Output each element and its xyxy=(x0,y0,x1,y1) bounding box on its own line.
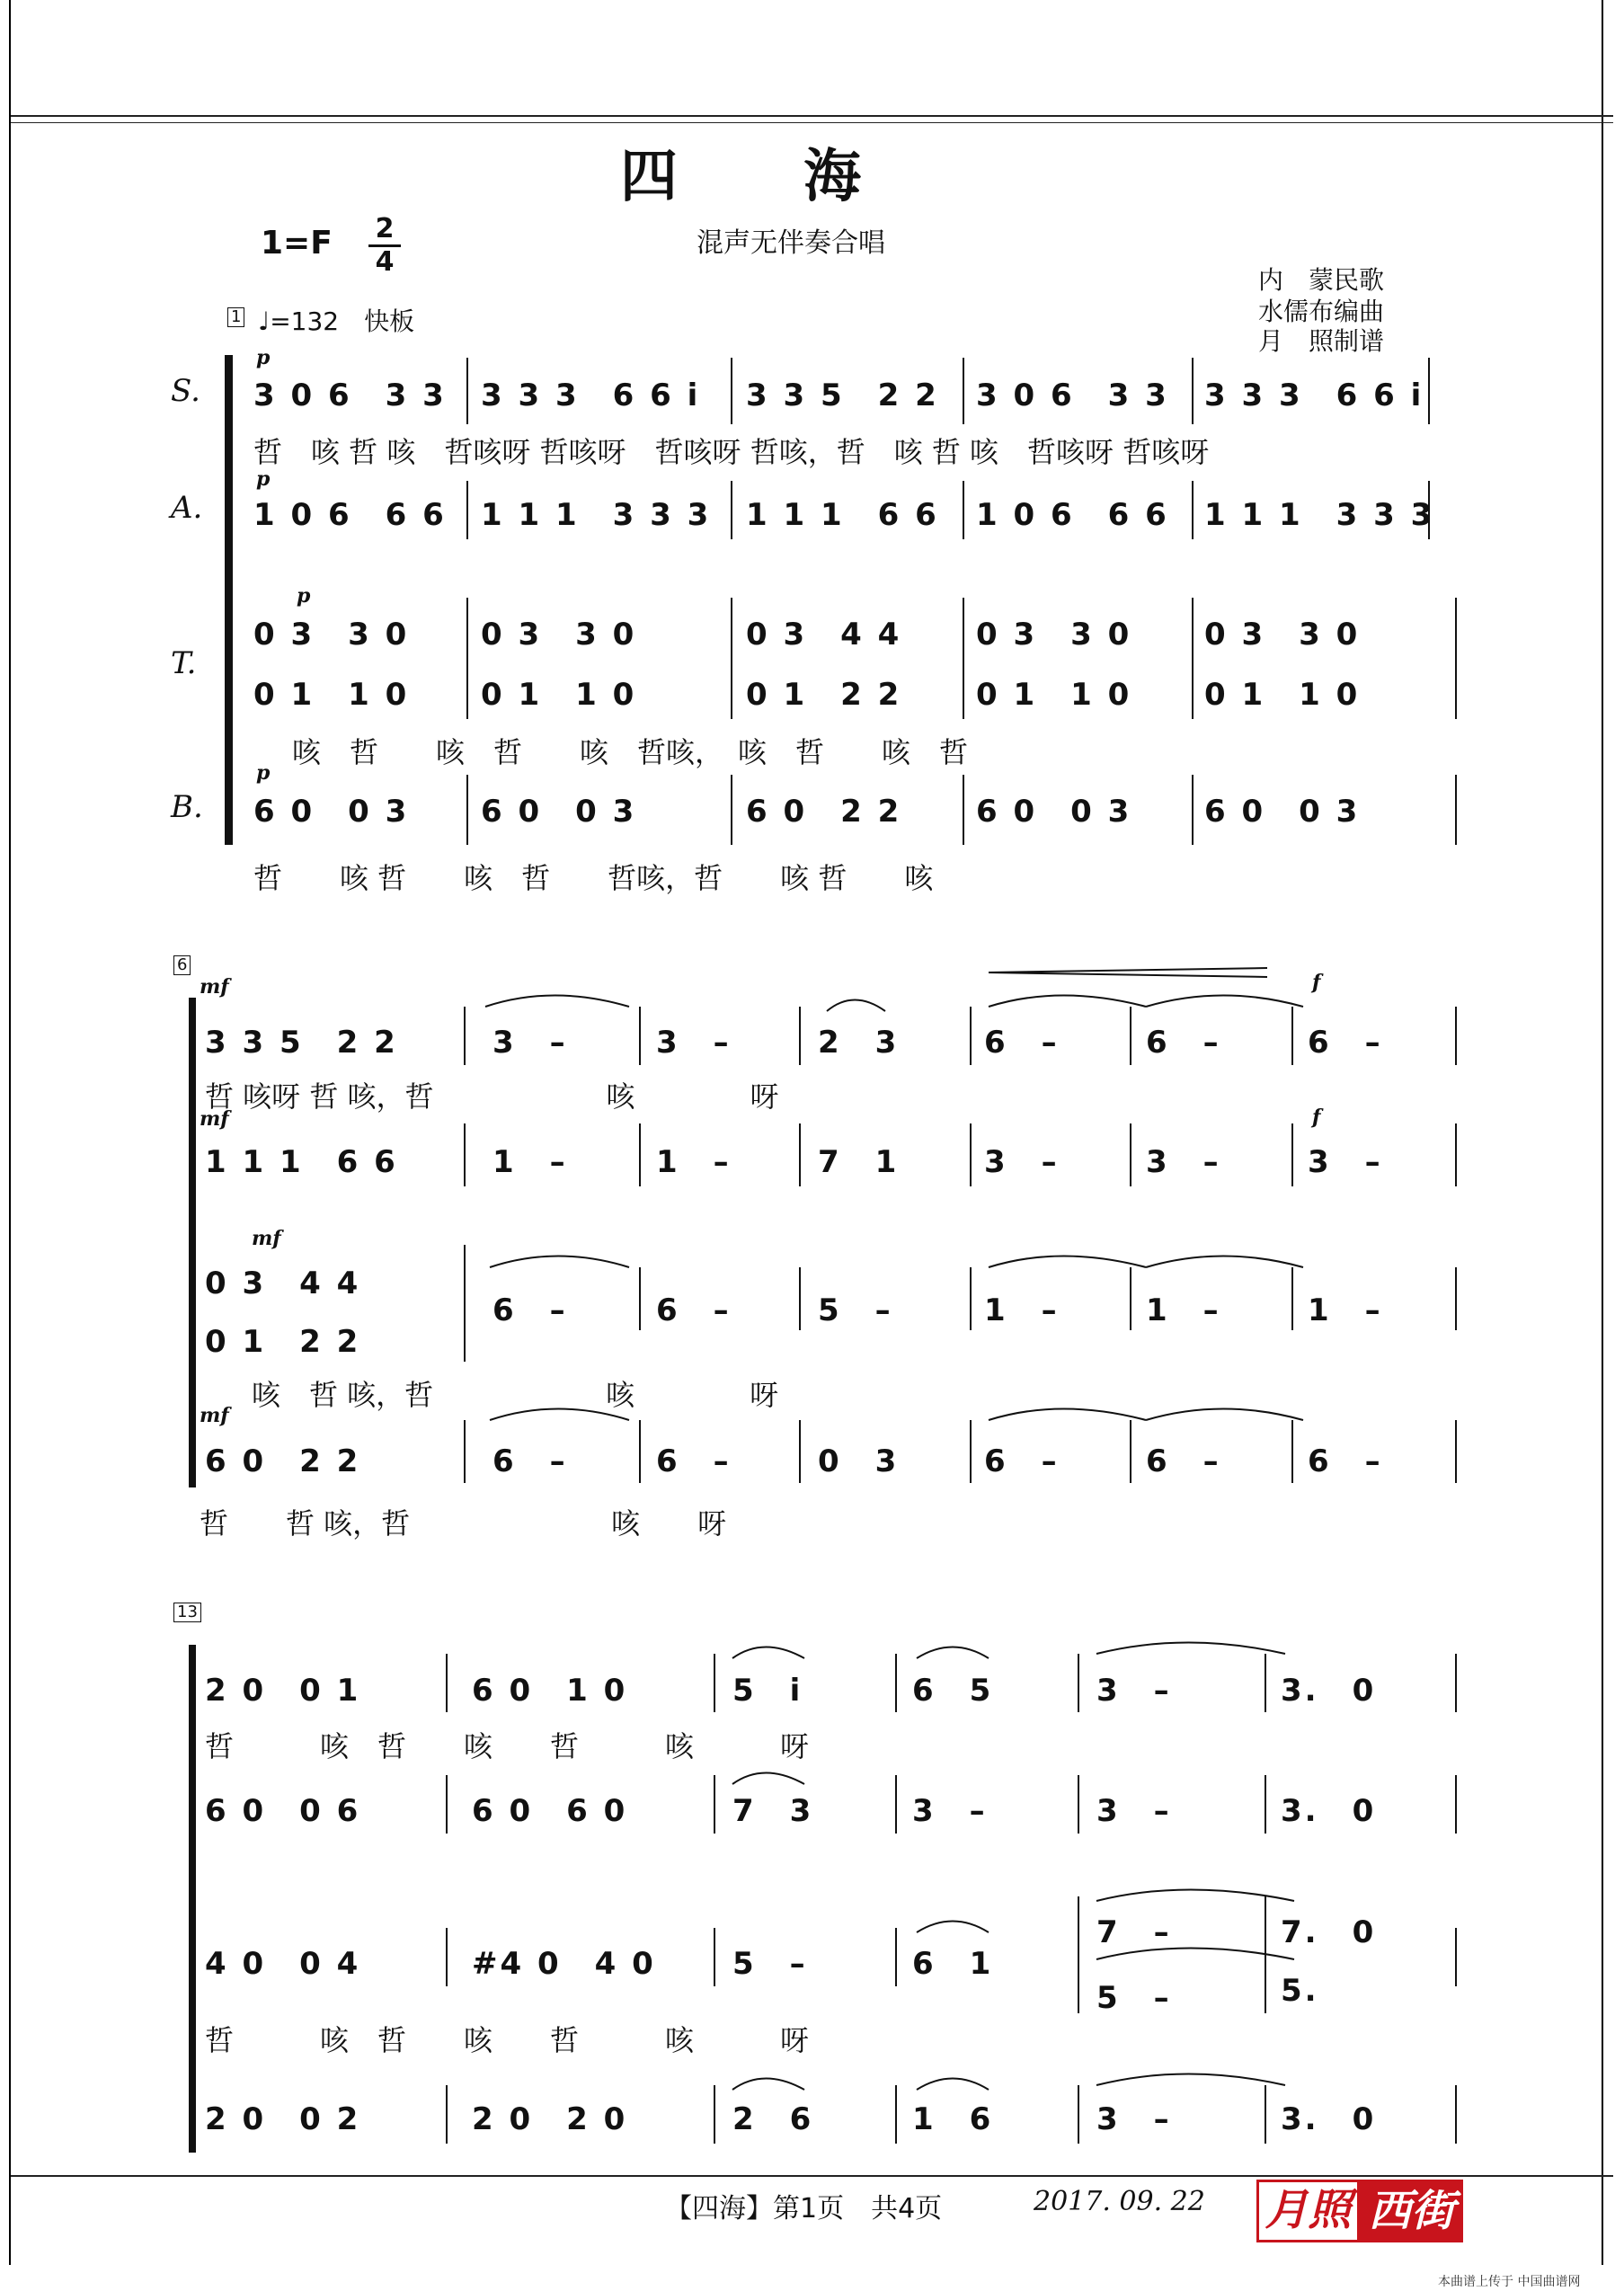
s1-bass-m5: 6 0 0 3 xyxy=(1204,794,1361,830)
s3-bass-m18: 3. 0 xyxy=(1281,2101,1377,2137)
logo-right-text: 西街 xyxy=(1360,2180,1463,2242)
part-label-bass: B. xyxy=(171,789,203,825)
key-signature: 1=F xyxy=(261,225,333,262)
logo-left-text: 月照 xyxy=(1256,2180,1360,2242)
s3-soprano-lyrics: 哲 咳 哲 咳 哲 咳 呀 xyxy=(205,1729,810,1763)
dynamic-mf-soprano: mf xyxy=(200,975,229,999)
dynamic-f-alto: f xyxy=(1312,1106,1321,1129)
s3-alto-m15: 7 3 xyxy=(732,1793,814,1829)
dynamic-p-alto: p xyxy=(256,467,271,491)
s3-bass-m17: 3 – xyxy=(1096,2101,1172,2137)
s1-tenor-upper-m3: 0 3 4 4 xyxy=(746,617,902,653)
s2-soprano-m9: 2 3 xyxy=(818,1025,900,1061)
s3-alto-m16: 3 – xyxy=(912,1793,988,1829)
part-label-tenor: T. xyxy=(171,645,197,681)
s2-bass-m9: 0 3 xyxy=(818,1443,900,1479)
s3-tenor-m15: 5 – xyxy=(732,1946,808,1982)
s1-tenor-lower-m2: 0 1 1 0 xyxy=(481,677,637,713)
dynamic-mf-tenor: mf xyxy=(252,1227,281,1250)
publisher-logo xyxy=(1256,2180,1463,2242)
dynamic-p-bass: p xyxy=(256,761,271,785)
s1-tenor-lower-m1: 0 1 1 0 xyxy=(253,677,410,713)
s1-soprano-m3: 3 3 5 2 2 xyxy=(746,377,939,413)
s3-bass-m13: 2 0 0 2 xyxy=(205,2101,361,2137)
s2-alto-m11: 3 – xyxy=(1146,1144,1221,1180)
time-signature-denominator: 4 xyxy=(375,246,395,278)
s3-alto-m13: 6 0 0 6 xyxy=(205,1793,361,1829)
s2-alto-m8: 1 – xyxy=(656,1144,732,1180)
s1-soprano-m4: 3 0 6 3 3 xyxy=(976,377,1169,413)
s1-soprano-m5: 3 3 3 6 6 i xyxy=(1204,377,1424,413)
s2-soprano-m7: 3 – xyxy=(493,1025,568,1061)
part-label-alto: A. xyxy=(171,490,203,526)
s3-tenor-m18-upper: 7. 0 xyxy=(1281,1914,1377,1950)
dynamic-f-soprano: f xyxy=(1312,971,1321,994)
s2-alto-m7: 1 – xyxy=(493,1144,568,1180)
s2-tenor-upper-m6: 0 3 4 4 xyxy=(205,1265,361,1301)
upload-note: 本曲谱上传于 中国曲谱网 xyxy=(1438,2275,1581,2289)
s2-tenor-m10: 1 – xyxy=(984,1292,1060,1328)
dynamic-mf-bass: mf xyxy=(200,1404,229,1427)
s2-soprano-m12: 6 – xyxy=(1308,1025,1383,1061)
dynamic-mf-alto: mf xyxy=(200,1107,229,1131)
s2-tenor-m11: 1 – xyxy=(1146,1292,1221,1328)
s1-tenor-upper-m5: 0 3 3 0 xyxy=(1204,617,1361,653)
s3-alto-m14: 6 0 6 0 xyxy=(472,1793,628,1829)
s3-tenor-m14: #4 0 4 0 xyxy=(472,1946,656,1982)
s2-soprano-m10: 6 – xyxy=(984,1025,1060,1061)
s1-bass-m4: 6 0 0 3 xyxy=(976,794,1132,830)
s2-soprano-m8: 3 – xyxy=(656,1025,732,1061)
s2-tenor-m12: 1 – xyxy=(1308,1292,1383,1328)
s2-alto-m6: 1 1 1 6 6 xyxy=(205,1144,398,1180)
footer-rule xyxy=(11,2175,1613,2177)
s3-soprano-m15: 5 i xyxy=(732,1673,803,1709)
subtitle: 混声无伴奏合唱 xyxy=(697,227,885,259)
s1-tenor-upper-m4: 0 3 3 0 xyxy=(976,617,1132,653)
s3-tenor-lyrics: 哲 咳 哲 咳 哲 咳 呀 xyxy=(205,2023,810,2057)
s2-bass-m8: 6 – xyxy=(656,1443,732,1479)
s1-soprano-m1: 3 0 6 3 3 xyxy=(253,377,447,413)
s2-bass-m10: 6 – xyxy=(984,1443,1060,1479)
s2-alto-m10: 3 – xyxy=(984,1144,1060,1180)
s1-tenor-lower-m3: 0 1 2 2 xyxy=(746,677,902,713)
credit-line-1: 内 蒙民歌 xyxy=(1258,265,1385,295)
s1-alto-m3: 1 1 1 6 6 xyxy=(746,497,939,533)
s2-tenor-lower-m6: 0 1 2 2 xyxy=(205,1324,361,1360)
s2-bass-m7: 6 – xyxy=(493,1443,568,1479)
s2-bass-m12: 6 – xyxy=(1308,1443,1383,1479)
tempo-marking: ♩=132 快板 xyxy=(258,306,415,336)
s3-bass-m16: 1 6 xyxy=(912,2101,994,2137)
s3-alto-m17: 3 – xyxy=(1096,1793,1172,1829)
s1-alto-m1: 1 0 6 6 6 xyxy=(253,497,447,533)
s1-alto-m4: 1 0 6 6 6 xyxy=(976,497,1169,533)
s2-alto-m12: 3 – xyxy=(1308,1144,1383,1180)
s1-alto-m2: 1 1 1 3 3 3 xyxy=(481,497,712,533)
s2-bass-lyrics: 哲 哲 咳，哲 咳 呀 xyxy=(200,1506,727,1541)
s2-alto-m9: 7 1 xyxy=(818,1144,900,1180)
s1-tenor-lyrics: 咳 哲 咳 哲 咳 哲咳， 咳 哲 咳 哲 xyxy=(292,735,969,769)
s1-soprano-m2: 3 3 3 6 6 i xyxy=(481,377,701,413)
s1-alto-m5: 1 1 1 3 3 3 xyxy=(1204,497,1435,533)
credit-line-3: 月 照制谱 xyxy=(1258,326,1385,356)
s2-soprano-m6: 3 3 5 2 2 xyxy=(205,1025,398,1061)
s2-soprano-m11: 6 – xyxy=(1146,1025,1221,1061)
s3-tenor-m16: 6 1 xyxy=(912,1946,994,1982)
s1-soprano-lyrics: 哲 咳 哲 咳 哲咳呀 哲咳呀 哲咳呀 哲咳，哲 咳 哲 咳 哲咳呀 哲咳呀 xyxy=(253,435,1210,469)
s1-tenor-upper-m1: 0 3 3 0 xyxy=(253,617,410,653)
s3-tenor-m18-lower: 5. xyxy=(1281,1973,1319,2009)
s2-soprano-lyrics: 哲 咳呀 哲 咳，哲 咳 呀 xyxy=(205,1079,779,1114)
s1-tenor-lower-m5: 0 1 1 0 xyxy=(1204,677,1361,713)
s2-tenor-m9: 5 – xyxy=(818,1292,893,1328)
s1-tenor-upper-m2: 0 3 3 0 xyxy=(481,617,637,653)
s1-bass-lyrics: 哲 咳 哲 咳 哲 哲咳，哲 咳 哲 咳 xyxy=(253,861,934,895)
s3-soprano-m14: 6 0 1 0 xyxy=(472,1673,628,1709)
measure-number-1: 1 xyxy=(227,307,244,327)
credit-line-2: 水儒布编曲 xyxy=(1258,297,1385,326)
footer-date: 2017. 09. 22 xyxy=(1034,2186,1205,2217)
s1-bass-m3: 6 0 2 2 xyxy=(746,794,902,830)
s1-bass-m1: 6 0 0 3 xyxy=(253,794,410,830)
s1-bass-m2: 6 0 0 3 xyxy=(481,794,637,830)
s3-alto-m18: 3. 0 xyxy=(1281,1793,1377,1829)
s2-bass-m6: 6 0 2 2 xyxy=(205,1443,361,1479)
s2-tenor-lyrics: 咳 哲 咳，哲 咳 呀 xyxy=(252,1378,779,1412)
s2-tenor-m8: 6 – xyxy=(656,1292,732,1328)
page-footer-text: 【四海】第1页 共4页 xyxy=(665,2193,943,2224)
s3-tenor-m17-lower: 5 – xyxy=(1096,1980,1172,2016)
s3-soprano-m13: 2 0 0 1 xyxy=(205,1673,361,1709)
measure-number-13: 13 xyxy=(173,1603,201,1622)
dynamic-p-tenor: p xyxy=(297,584,311,608)
measure-number-6: 6 xyxy=(173,955,191,975)
s2-bass-m11: 6 – xyxy=(1146,1443,1221,1479)
s3-soprano-m17: 3 – xyxy=(1096,1673,1172,1709)
s2-tenor-m7: 6 – xyxy=(493,1292,568,1328)
s3-bass-m14: 2 0 2 0 xyxy=(472,2101,628,2137)
time-signature-numerator: 2 xyxy=(375,213,395,244)
s3-soprano-m16: 6 5 xyxy=(912,1673,994,1709)
s3-tenor-m17-upper: 7 – xyxy=(1096,1914,1172,1950)
s3-tenor-m13: 4 0 0 4 xyxy=(205,1946,361,1982)
s1-tenor-lower-m4: 0 1 1 0 xyxy=(976,677,1132,713)
score-title: 四海 xyxy=(620,143,987,210)
dynamic-p-soprano: p xyxy=(256,346,271,369)
part-label-soprano: S. xyxy=(171,373,200,409)
s3-soprano-m18: 3. 0 xyxy=(1281,1673,1377,1709)
s3-bass-m15: 2 6 xyxy=(732,2101,814,2137)
